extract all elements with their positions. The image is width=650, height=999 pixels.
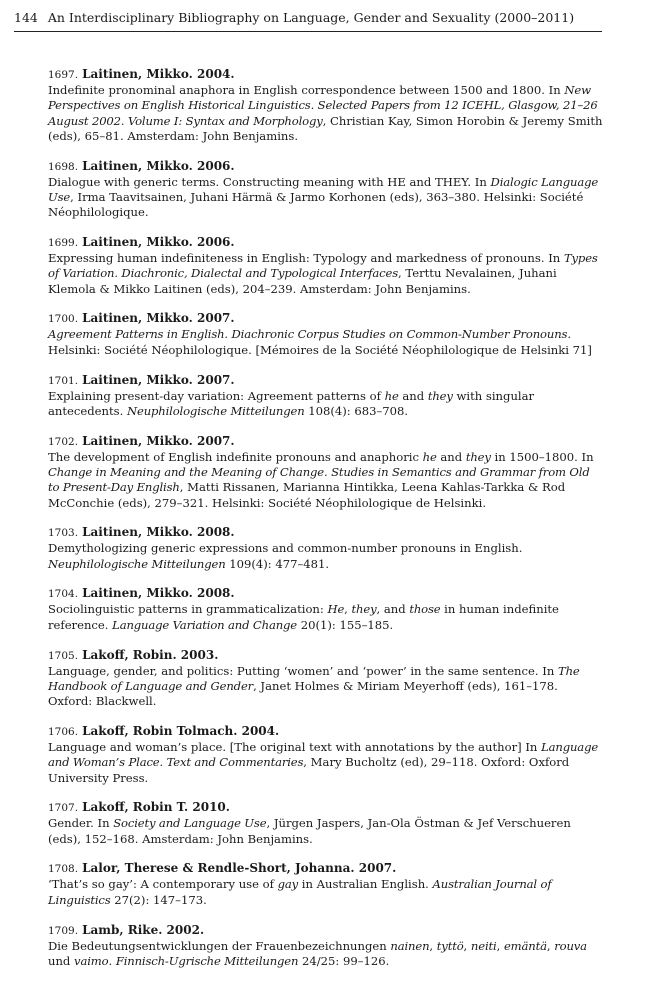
entry-number: 1705. <box>48 649 79 662</box>
bibliography-entry <box>48 648 604 710</box>
entry-citation <box>48 83 604 144</box>
bibliography-entry <box>48 67 604 144</box>
citation-text: in 1500–1800. In <box>490 449 594 464</box>
entry-citation <box>48 740 604 786</box>
entry-author: Lamb, Rike. 2002. <box>82 922 205 937</box>
entry-number: 1698. <box>48 160 79 173</box>
bibliography-entry <box>48 373 604 420</box>
citation-text: , <box>429 938 437 953</box>
entry-citation <box>48 251 604 297</box>
entry-number: 1707. <box>48 802 79 815</box>
citation-text: , <box>344 602 352 617</box>
citation-text: , Janet Holmes & Miriam Meyerhoff (eds), 161–178. Oxford: Blackwell. <box>48 678 558 709</box>
entry-heading <box>48 724 604 740</box>
citation-title-italic: nainen <box>390 938 430 953</box>
citation-text: 108(4): 683–708. <box>304 403 409 418</box>
entry-number: 1699. <box>48 237 79 250</box>
bibliography-list <box>48 67 604 984</box>
citation-text: Demythologizing generic expressions and common-number pronouns in English. <box>48 541 523 556</box>
citation-title-italic: vaimo <box>74 953 109 968</box>
bibliography-entry <box>48 159 604 221</box>
bibliography-entry <box>48 525 604 572</box>
citation-text: . <box>108 953 116 968</box>
citation-text: Die Bedeutungsentwicklungen der Frauenbezeichnungen <box>48 938 391 953</box>
citation-title-italic: Australian Journal of Linguistics <box>48 877 552 907</box>
entry-author: Lakoff, Robin. 2003. <box>82 647 219 662</box>
entry-number: 1708. <box>48 863 79 876</box>
citation-text: and <box>436 449 466 464</box>
entry-citation <box>48 877 604 908</box>
citation-title-italic: New Perspectives on English Historical Linguistics. Selected Papers from 12 ICEHL, Glasgow, 21–26 August 2002. Volume I: Syntax and Morphology <box>48 83 598 128</box>
entry-citation <box>48 664 604 710</box>
entry-author: Laitinen, Mikko. 2006. <box>82 235 235 250</box>
citation-title-italic: gay <box>277 877 299 892</box>
entry-citation <box>48 816 604 847</box>
entry-heading <box>48 586 604 602</box>
entry-citation <box>48 939 604 970</box>
entry-author: Laitinen, Mikko. 2008. <box>82 586 235 601</box>
citation-text: Indefinite pronominal anaphora in English correspondence between 1500 and 1800. In <box>48 83 565 97</box>
citation-title-italic: Finnisch-Ugrische Mitteilungen <box>115 953 299 968</box>
citation-text: , Christian Kay, Simon Horobin & Jeremy Smith (eds), 65–81. Amsterdam: John Benjamins. <box>48 113 603 143</box>
citation-title-italic: rouva <box>554 938 587 953</box>
citation-title-italic: he <box>422 449 437 464</box>
page-number: 144 <box>14 10 38 25</box>
bibliography-entry <box>48 235 604 297</box>
citation-text: 24/25: 99–126. <box>298 953 390 968</box>
entry-number: 1700. <box>48 313 79 326</box>
bibliography-entry <box>48 861 604 908</box>
entry-number: 1704. <box>48 588 79 601</box>
citation-text: Sociolinguistic patterns in grammaticalization: <box>48 602 328 617</box>
citation-title-italic: Dialogic Language Use <box>48 174 599 204</box>
citation-text: Gender. In <box>48 816 114 831</box>
citation-title-italic: they <box>465 449 491 464</box>
page-header <box>14 9 602 32</box>
citation-title-italic: Society and Language Use <box>113 816 267 831</box>
citation-title-italic: Language Variation and Change <box>112 617 298 632</box>
entry-heading <box>48 923 604 939</box>
citation-title-italic: Change in Meaning and the Meaning of Change. Studies in Semantics and Grammar from Old to Present-Day English <box>48 464 590 495</box>
entry-heading <box>48 159 604 175</box>
citation-text: , and <box>376 602 410 617</box>
entry-author: Lakoff, Robin Tolmach. 2004. <box>82 723 280 738</box>
running-title: An Interdisciplinary Bibliography on Language, Gender and Sexuality (2000–2011) <box>47 10 575 25</box>
citation-text: with singular antecedents. <box>48 388 535 418</box>
entry-heading <box>48 861 604 877</box>
citation-title-italic: He <box>327 602 345 617</box>
citation-title-italic: Language and Woman’s Place. Text and Commentaries <box>48 739 599 770</box>
citation-text: , <box>496 938 504 953</box>
citation-text: und <box>48 953 75 968</box>
entry-citation <box>48 175 604 221</box>
citation-title-italic: Types of Variation. Diachronic, Dialectal and Typological Interfaces <box>48 251 598 281</box>
entry-heading <box>48 235 604 251</box>
bibliography-entry <box>48 586 604 633</box>
entry-number: 1709. <box>48 924 79 937</box>
entry-heading <box>48 800 604 816</box>
entry-citation <box>48 327 604 358</box>
entry-citation <box>48 602 604 633</box>
bibliography-entry <box>48 800 604 847</box>
citation-text: , Jürgen Jaspers, Jan-Ola Östman & Jef Verschueren (eds), 152–168. Amsterdam: John Benjamins. <box>48 816 571 846</box>
entry-author: Lakoff, Robin T. 2010. <box>82 800 230 815</box>
citation-title-italic: they <box>351 602 377 617</box>
entry-number: 1701. <box>48 374 79 387</box>
entry-citation <box>48 541 604 572</box>
entry-author: Laitinen, Mikko. 2004. <box>82 67 235 81</box>
citation-text: , Mary Bucholtz (ed), 29–118. Oxford: Oxford University Press. <box>48 755 570 785</box>
citation-title-italic: Neuphilologische Mitteilungen <box>126 403 305 418</box>
entry-heading <box>48 434 604 450</box>
citation-text: ‘That’s so gay’: A contemporary use of <box>48 877 278 892</box>
entry-heading <box>48 311 604 327</box>
bibliography-entry <box>48 311 604 358</box>
entry-author: Laitinen, Mikko. 2007. <box>82 372 235 387</box>
citation-text: , <box>546 938 555 953</box>
citation-text: Language and woman’s place. [The original text with annotations by the author] In <box>48 739 542 754</box>
entry-author: Lalor, Therese & Rendle-Short, Johanna. 2007. <box>82 861 397 876</box>
entry-author: Laitinen, Mikko. 2006. <box>82 158 235 173</box>
citation-title-italic: The Handbook of Language and Gender <box>48 663 580 693</box>
bibliography-entry <box>48 434 604 511</box>
citation-text: Expressing human indefiniteness in English: Typology and markedness of pronouns. In <box>48 251 564 266</box>
entry-number: 1706. <box>48 725 79 738</box>
entry-citation <box>48 389 604 420</box>
citation-title-italic: neiti <box>470 938 497 953</box>
entry-author: Laitinen, Mikko. 2007. <box>82 311 235 326</box>
entry-author: Laitinen, Mikko. 2008. <box>82 525 235 540</box>
citation-text: , <box>463 938 471 953</box>
entry-heading <box>48 67 604 83</box>
entry-heading <box>48 525 604 541</box>
citation-text: Helsinki: Société Néophilologique. [Mémoires de la Société Néophilologique de Helsinki 71] <box>48 342 592 357</box>
bibliography-entry <box>48 923 604 970</box>
citation-text: in human indefinite reference. <box>48 602 559 632</box>
entry-number: 1703. <box>48 527 79 540</box>
citation-text: , Matti Rissanen, Marianna Hintikka, Leena Kahlas-Tarkka & Rod McConchie (eds), 279–321. Helsinki: Société Néophilologique de Helsinki. <box>48 480 566 510</box>
citation-title-italic: they <box>427 388 453 403</box>
citation-text: Dialogue with generic terms. Constructing meaning with HE and THEY. In <box>48 174 491 189</box>
entry-heading <box>48 648 604 664</box>
citation-text: Explaining present-day variation: Agreement patterns of <box>48 388 385 403</box>
citation-text: in Australian English. <box>298 877 433 892</box>
citation-text: The development of English indefinite pronouns and anaphoric <box>48 449 423 464</box>
citation-text: 109(4): 477–481. <box>225 556 330 571</box>
entry-heading <box>48 373 604 389</box>
citation-text: 27(2): 147–173. <box>110 892 207 907</box>
entry-number: 1697. <box>48 69 79 81</box>
entry-citation <box>48 450 604 511</box>
entry-number: 1702. <box>48 435 79 448</box>
citation-title-italic: tyttö <box>436 938 464 953</box>
citation-title-italic: emäntä <box>503 938 547 953</box>
entry-author: Laitinen, Mikko. 2007. <box>82 433 235 448</box>
citation-title-italic: Agreement Patterns in English. Diachronic Corpus Studies on Common-Number Pronouns. <box>48 327 571 342</box>
citation-text: 20(1): 155–185. <box>297 617 394 632</box>
citation-text: , Irma Taavitsainen, Juhani Härmä & Jarmo Korhonen (eds), 363–380. Helsinki: Société Néophilologique. <box>48 189 584 220</box>
bibliography-entry <box>48 724 604 786</box>
citation-title-italic: Neuphilologische Mitteilungen <box>48 556 226 571</box>
citation-text: Language, gender, and politics: Putting ‘women’ and ‘power’ in the same sentence. In <box>48 663 558 678</box>
citation-title-italic: those <box>409 602 441 617</box>
citation-title-italic: he <box>384 388 399 403</box>
citation-text: , Terttu Nevalainen, Juhani Klemola & Mikko Laitinen (eds), 204–239. Amsterdam: John Benjamins. <box>48 266 557 296</box>
citation-text: and <box>398 388 428 403</box>
